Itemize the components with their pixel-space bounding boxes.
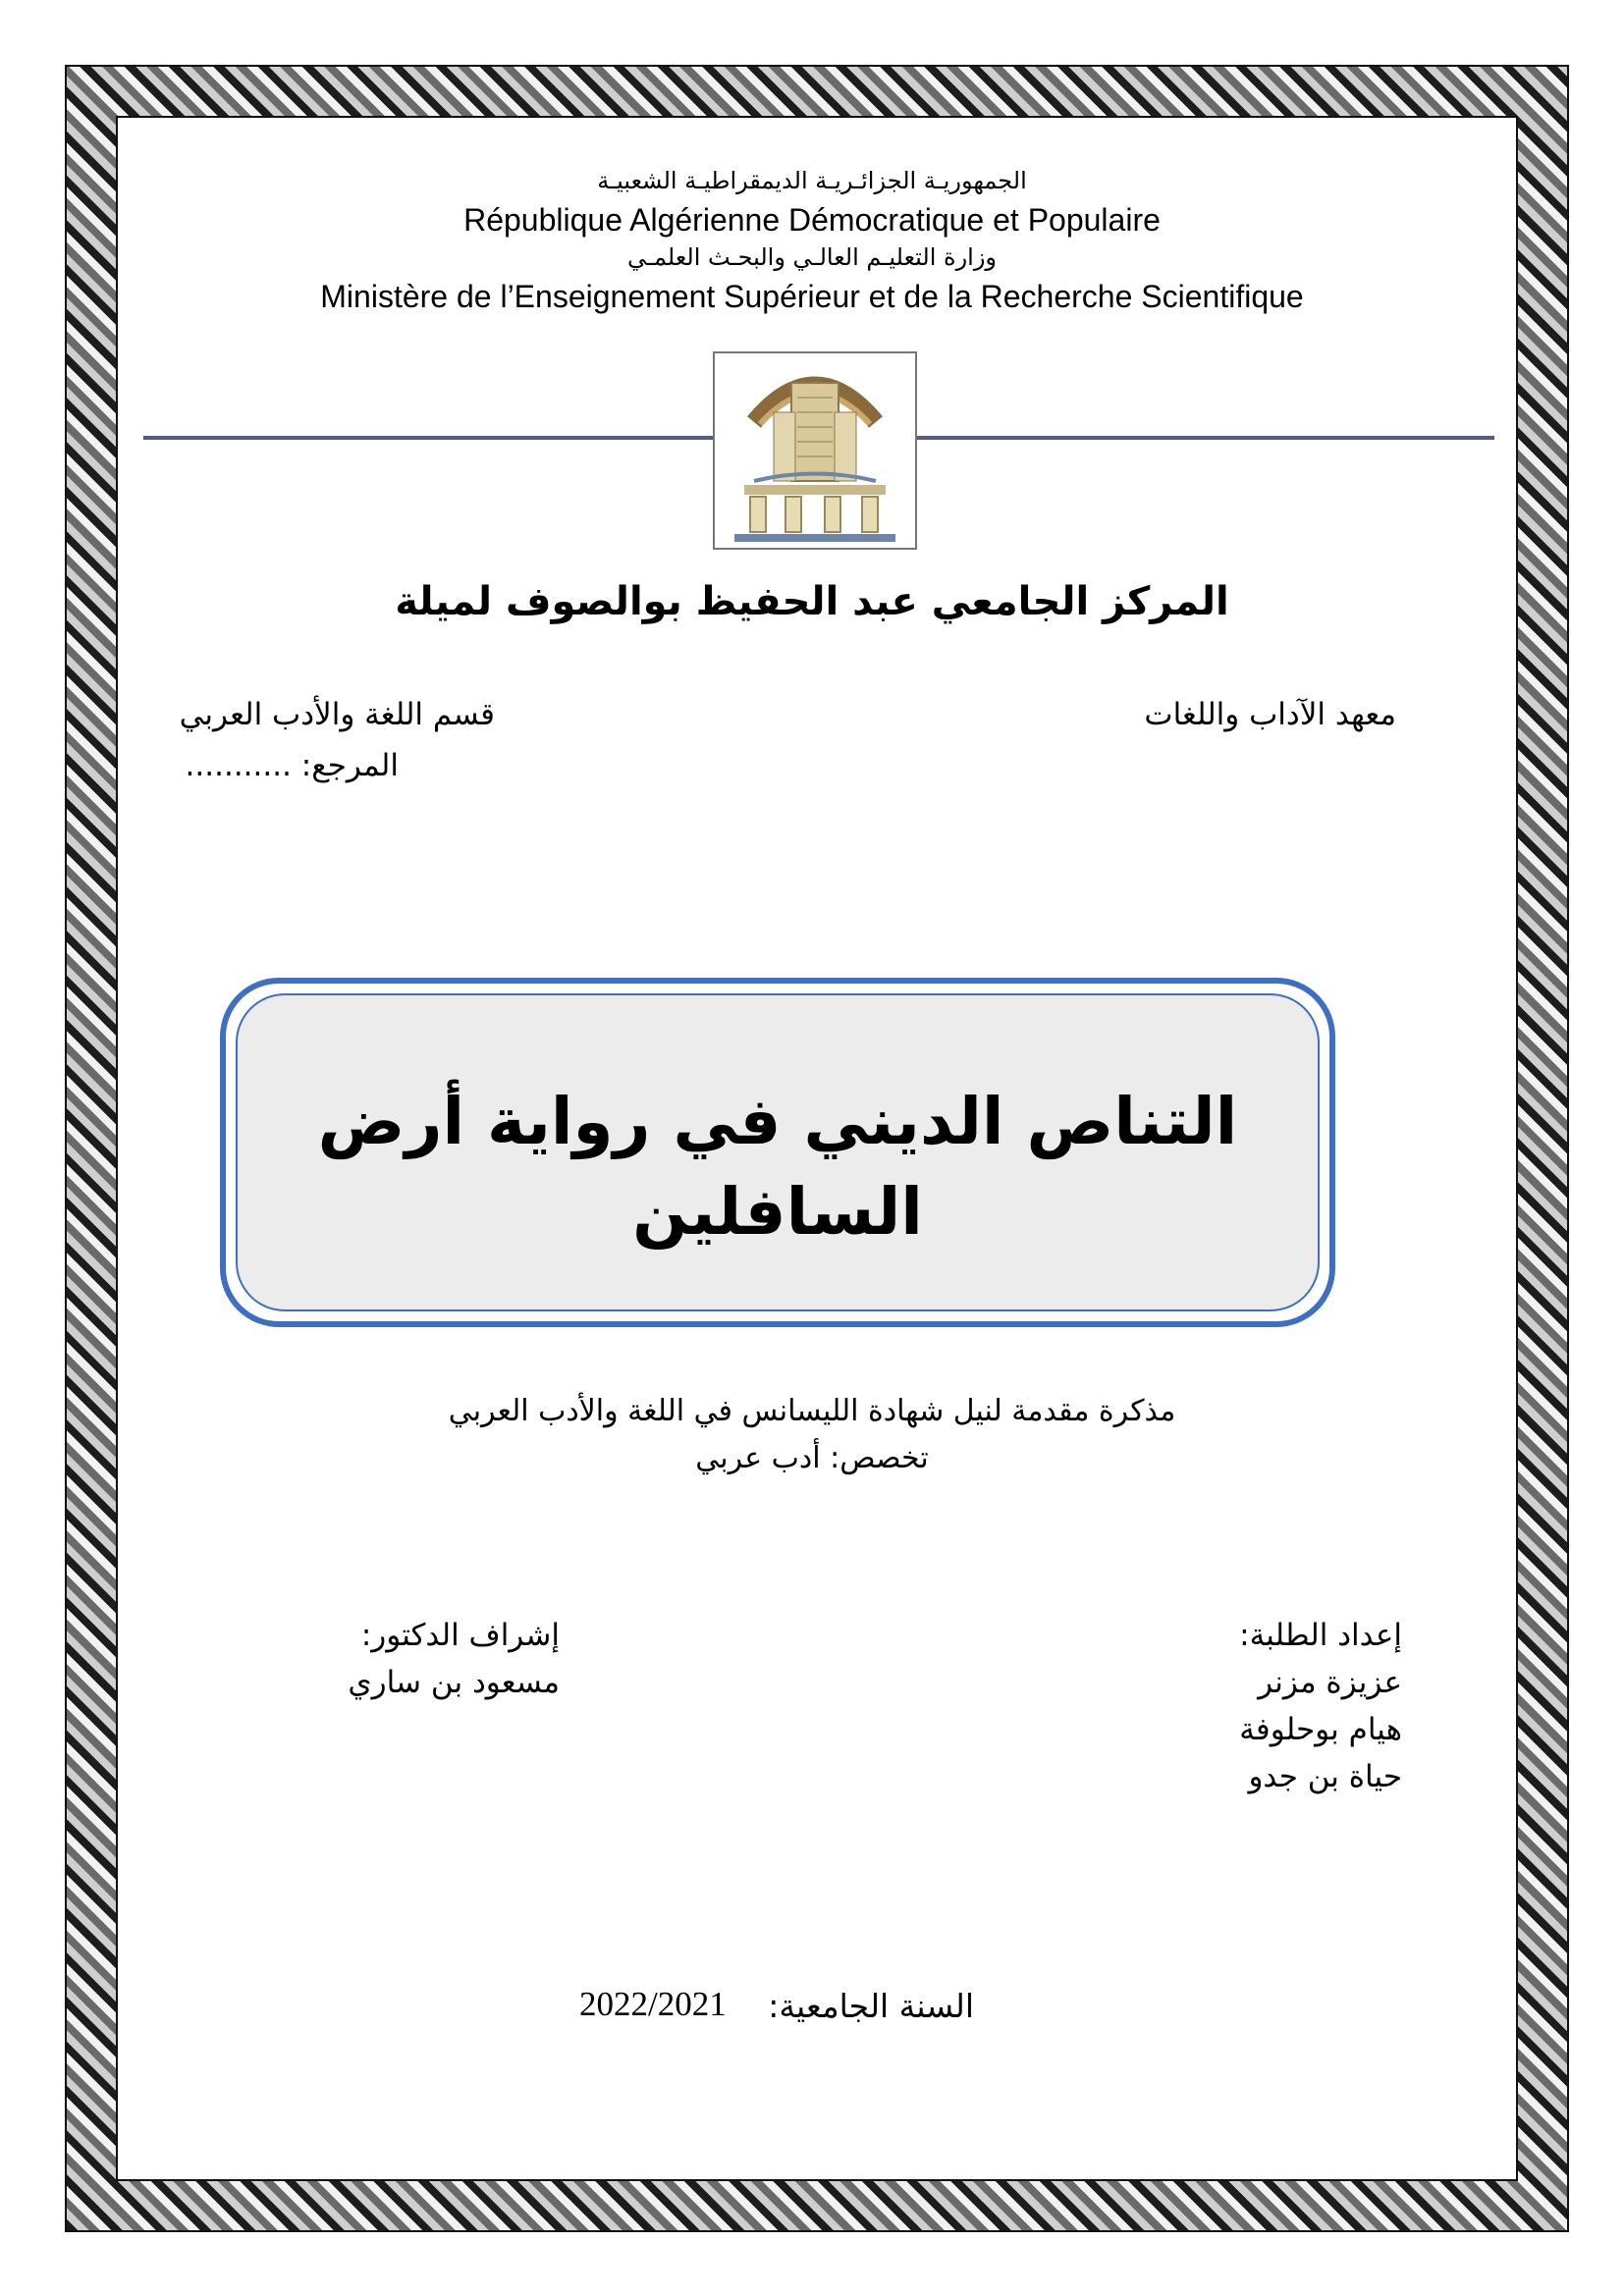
supervisor-heading: إشراف الدكتور: xyxy=(360,1618,560,1653)
academic-year-label: السنة الجامعية: xyxy=(768,1987,974,2025)
ministry-french: Ministère de l’Enseignement Supérieur et de la Recherche Scientifique xyxy=(320,279,1304,314)
republic-french: République Algérienne Démocratique et Populaire xyxy=(463,202,1161,238)
header-rule-left xyxy=(143,436,715,440)
title-box-inner xyxy=(236,993,1320,1311)
reference-field: المرجع: ........... xyxy=(185,748,399,783)
header-rule-right xyxy=(915,436,1494,440)
university-name: المركز الجامعي عبد الحفيظ بوالصوف لميلة xyxy=(395,579,1229,624)
student-name: عزيزة مزنر xyxy=(1258,1665,1402,1700)
student-name: حياة بن جدو xyxy=(1248,1759,1402,1794)
students-heading: إعداد الطلبة: xyxy=(1239,1618,1402,1653)
thesis-title-line-2: السافلين xyxy=(632,1174,923,1250)
student-name: هيام بوحلوفة xyxy=(1239,1712,1402,1747)
university-logo xyxy=(713,351,917,550)
supervisor-name: مسعود بن ساري xyxy=(348,1665,560,1700)
thesis-title-line-1: التناص الديني في رواية أرض xyxy=(317,1084,1238,1159)
republic-arabic: الجمهوريـة الجزائـريـة الديمقراطيـة الشعبيـة xyxy=(597,167,1027,194)
memo-description: مذكرة مقدمة لنيل شهادة الليسانس في اللغة والأدب العربي xyxy=(448,1394,1176,1428)
title-box xyxy=(220,978,1335,1327)
academic-year-value: 2022/2021 xyxy=(579,1985,727,2023)
specialty: تخصص: أدب عربي xyxy=(695,1441,929,1475)
institute-name: معهد الآداب واللغات xyxy=(1144,697,1396,732)
department-name: قسم اللغة والأدب العربي xyxy=(179,697,495,732)
ministry-arabic: وزارة التعليـم العالـي والبحـث العلمـي xyxy=(626,243,998,271)
